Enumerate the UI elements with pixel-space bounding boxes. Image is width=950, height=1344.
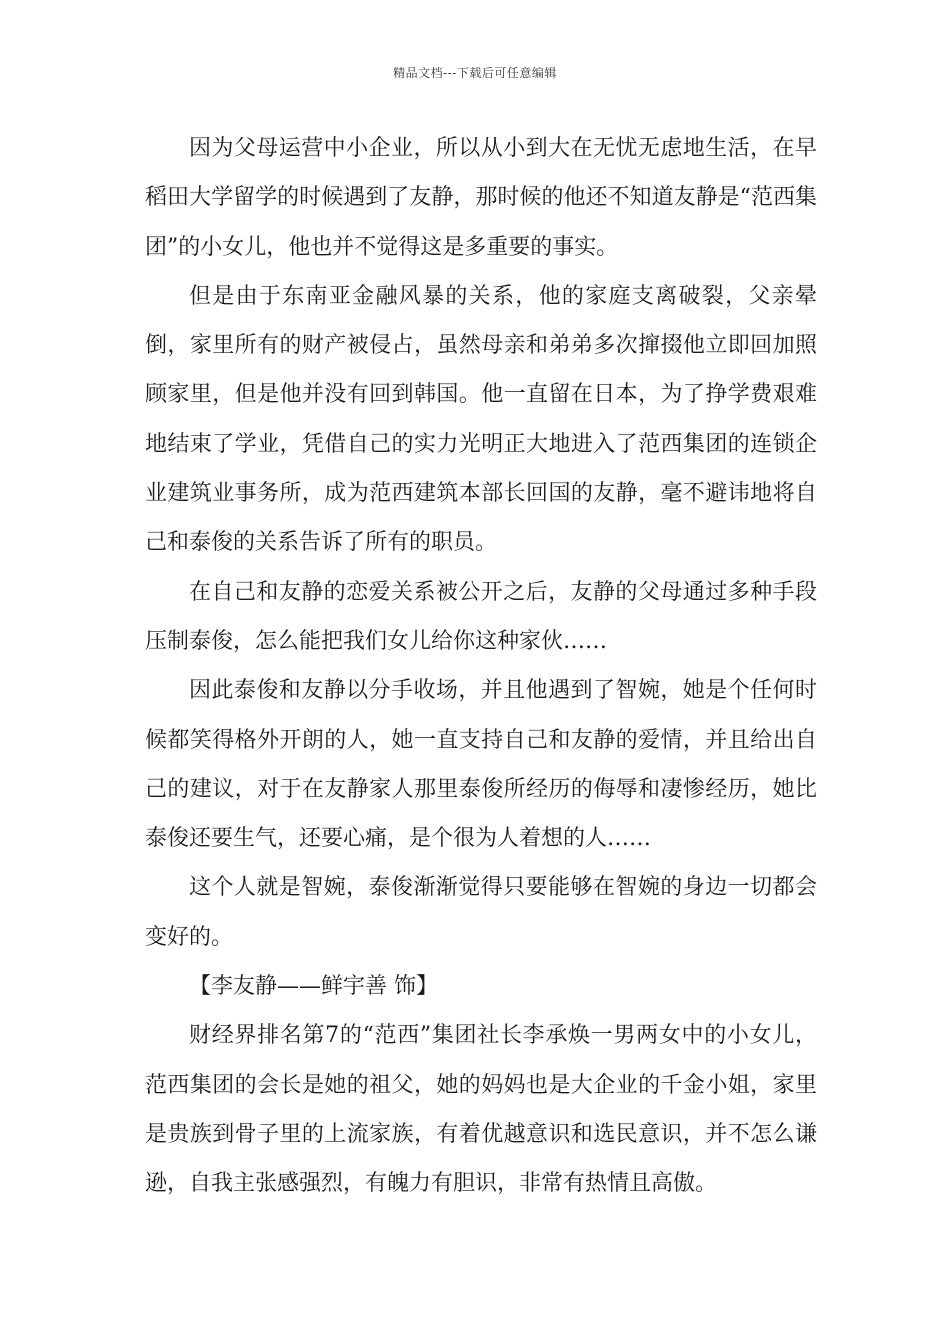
paragraph-2: 但是由于东南亚金融风暴的关系，他的家庭支离破裂，父亲晕倒，家里所有的财产被侵占，虽然母亲和弟弟多次撺掇他立即回加照顾家里，但是他并没有回到韩国。他一直留在日本，为了挣学费艰难地结束了学业，凭借自己的实力光明正大地进入了范西集团的连锁企业建筑业事务所，成为范西建筑本部长回国的友静，毫不避讳地将自己和泰俊的关系告诉了所有的职员。 [145,283,817,556]
document-body [145,124,817,1209]
section-heading: 【李友静——鲜宇善 饰】 [189,974,438,1000]
paragraph-1: 因为父母运营中小企业，所以从小到大在无忧无虑地生活，在早稻田大学留学的时候遇到了友静，那时候的他还不知道友静是“范西集团”的小女儿，他也并不觉得这是多重要的事实。 [145,136,817,260]
paragraph-4: 因此泰俊和友静以分手收场，并且他遇到了智婉，她是个任何时候都笑得格外开朗的人，她一直支持自己和友静的爱情，并且给出自己的建议，对于在友静家人那里泰俊所经历的侮辱和凄惨经历，她比泰俊还要生气，还要心痛，是个很为人着想的人…… [145,678,817,852]
paragraph-5: 这个人就是智婉，泰俊渐渐觉得只要能够在智婉的身边一切都会变好的。 [145,875,817,950]
paragraph-6: 财经界排名第7的“范西”集团社长李承焕一男两女中的小女儿，范西集团的会长是她的祖父，她的妈妈也是大企业的千金小姐，家里是贵族到骨子里的上流家族，有着优越意识和选民意识，并不怎么谦逊，自我主张感强烈，有魄力有胆识，非常有热情且高傲。 [145,1023,817,1197]
page-header: 精品文档---下载后可任意编辑 [393,66,557,80]
paragraph-3: 在自己和友静的恋爱关系被公开之后，友静的父母通过多种手段压制泰俊，怎么能把我们女儿给你这种家伙…… [145,579,817,654]
